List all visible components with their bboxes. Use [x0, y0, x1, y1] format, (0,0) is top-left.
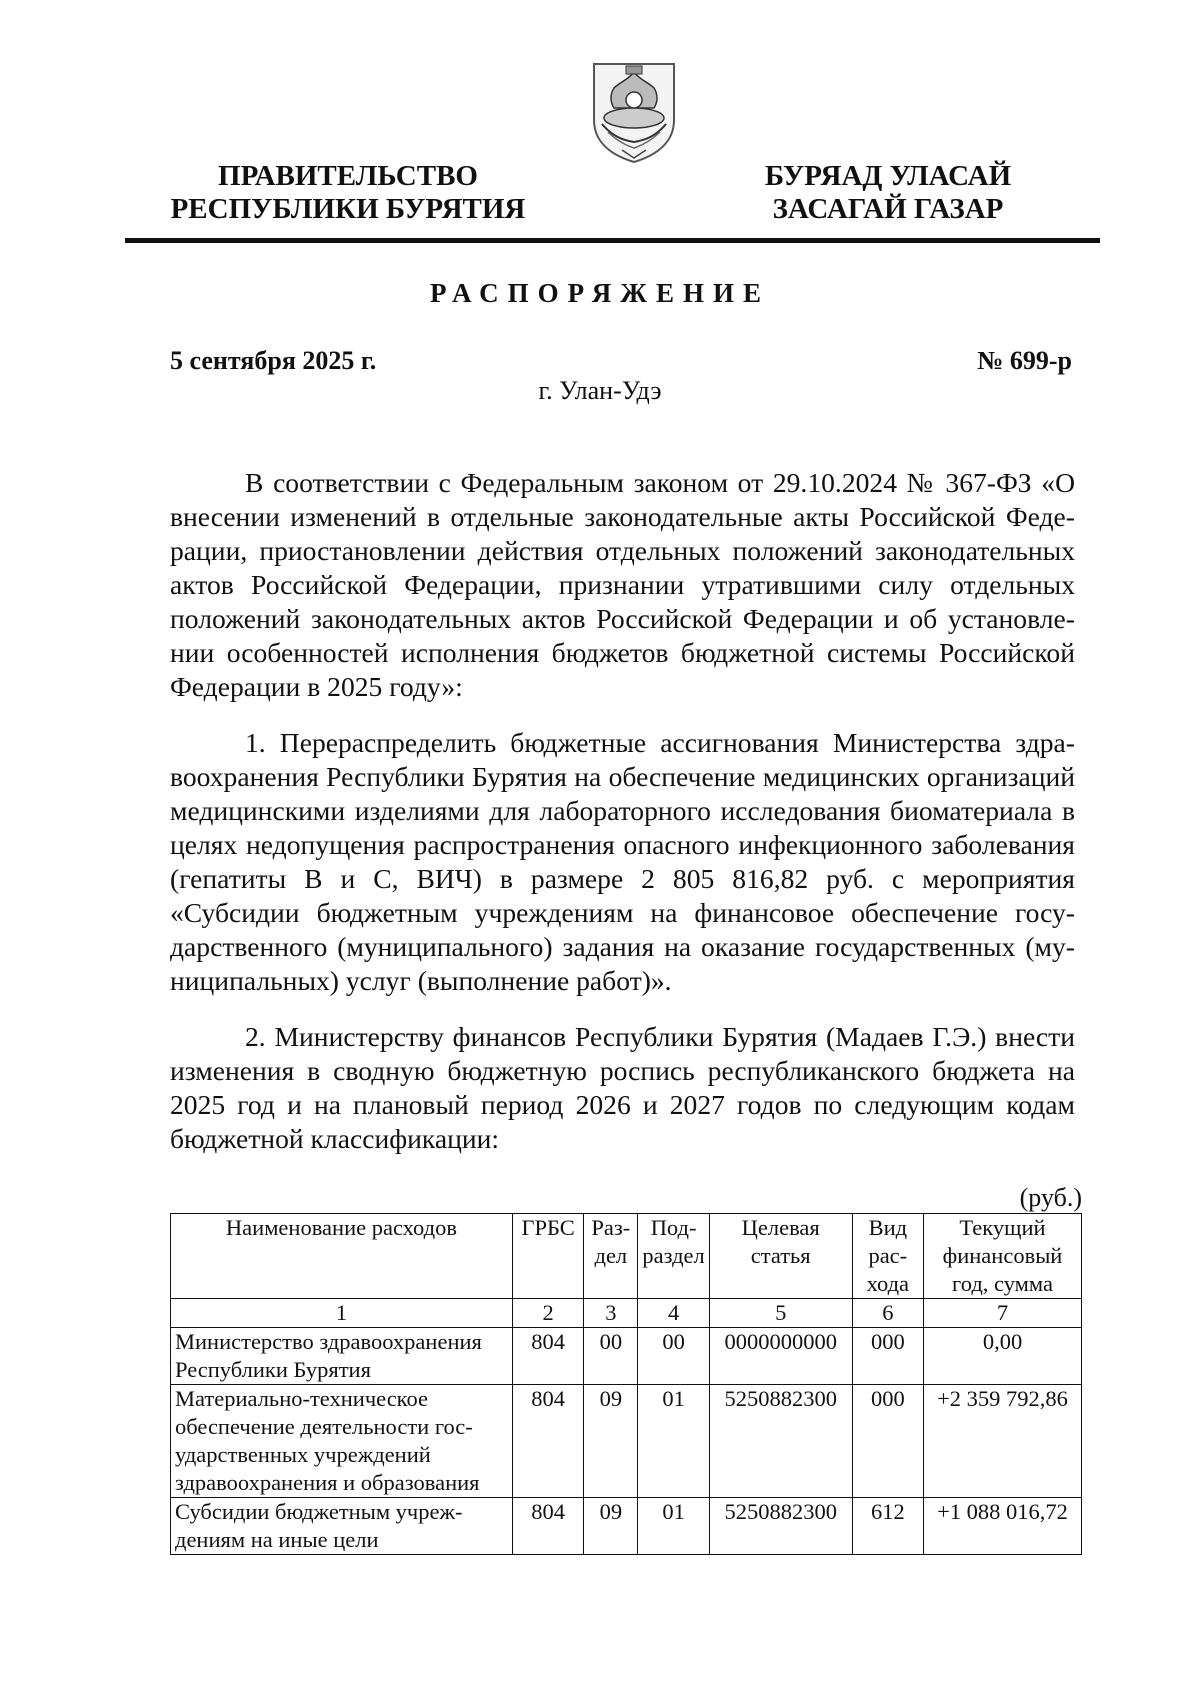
column-number: 2 — [512, 1299, 583, 1328]
document-type-title: РАСПОРЯЖЕНИЕ — [429, 278, 771, 308]
org-name-russian-line2: РЕСПУБЛИКИ БУРЯТИЯ — [170, 193, 526, 225]
row-expense-type: 000 — [852, 1385, 923, 1498]
row-name: Субсидии бюджетным учреждениям на иные цели — [171, 1498, 513, 1555]
coat-of-arms-emblem — [588, 58, 680, 166]
org-name-russian — [168, 160, 528, 226]
preamble-paragraph: В соответствии с Федеральным законом от 29.10.2024 № 367-ФЗ «О внесении изменений в отдельные законодательные акты Российской Федерации, приостановлении действия отдельных положений законодательных актов Российской Федерации, признании утратившими силу отдельных положений законодательных актов Российской Федерации и об установлении особенностей исполнения бюджетов бюджетной системы Российской Федерации в 2025 году»: — [170, 467, 1075, 702]
row-expense-type: 612 — [852, 1498, 923, 1555]
row-name: Материально-техническое обеспечение деятельности государственных учреждений здравоохранения и образования — [171, 1385, 513, 1498]
org-name-buryat-line2: ЗАСАГАЙ ГАЗАР — [772, 193, 1004, 225]
row-target: 5250882300 — [709, 1385, 852, 1498]
row-amount: +2 359 792,86 — [924, 1385, 1082, 1498]
budget-table — [170, 1213, 1082, 1555]
row-subsection: 00 — [638, 1328, 709, 1385]
column-number: 1 — [171, 1299, 513, 1328]
column-number: 3 — [584, 1299, 638, 1328]
table-header-row — [171, 1214, 1082, 1299]
document-city: г. Улан-Удэ — [538, 376, 662, 405]
header-amount: Текущий финансовый год, сумма — [924, 1214, 1082, 1299]
document-date: 5 сентября 2025 г. — [170, 346, 377, 375]
row-section: 09 — [584, 1385, 638, 1498]
row-grbs: 804 — [512, 1498, 583, 1555]
row-section: 09 — [584, 1498, 638, 1555]
row-subsection: 01 — [638, 1385, 709, 1498]
header-section: Раздел — [584, 1214, 638, 1299]
column-number: 4 — [638, 1299, 709, 1328]
row-target: 5250882300 — [709, 1498, 852, 1555]
row-section: 00 — [584, 1328, 638, 1385]
row-name: Министерство здравоохранения Республики Бурятия — [171, 1328, 513, 1385]
org-name-buryat — [738, 160, 1038, 226]
row-grbs: 804 — [512, 1385, 583, 1498]
header-expense-type: Вид расхода — [852, 1214, 923, 1299]
org-name-buryat-line1: БУРЯАД УЛАСАЙ — [764, 160, 1012, 192]
row-amount: 0,00 — [924, 1328, 1082, 1385]
item-1-paragraph: 1. Перераспределить бюджетные ассигнования Министерства здравоохранения Республики Бурятия на обеспечение медицинских организаций медицинскими изделиями для лабораторного исследования биоматериала в целях недопущения распространения опасного инфекционного заболевания (гепатиты В и С, ВИЧ) в размере 2 805 816,82 руб. с мероприятия «Субсидии бюджетным учреждениям на финансовое обеспечение государственного (муниципального) задания на оказание государственных (муниципальных) услуг (выполнение работ)». — [170, 727, 1075, 996]
table-row — [171, 1328, 1082, 1385]
org-name-russian-line1: ПРАВИТЕЛЬСТВО — [218, 160, 478, 192]
column-number: 7 — [924, 1299, 1082, 1328]
table-row — [171, 1498, 1082, 1555]
row-grbs: 804 — [512, 1328, 583, 1385]
document-number: № 699-р — [977, 346, 1072, 375]
column-number: 5 — [709, 1299, 852, 1328]
column-number-row — [171, 1299, 1082, 1328]
table-row — [171, 1385, 1082, 1498]
row-target: 0000000000 — [709, 1328, 852, 1385]
column-number: 6 — [852, 1299, 923, 1328]
item-2-paragraph: 2. Министерству финансов Республики Бурятия (Мадаев Г.Э.) внести изменения в сводную бюджетную роспись республиканского бюджета на 2025 год и на плановый период 2026 и 2027 годов по следующим кодам бюджетной классификации: — [170, 1021, 1075, 1154]
header-target: Целевая статья — [709, 1214, 852, 1299]
row-expense-type: 000 — [852, 1328, 923, 1385]
header-name: Наименование расходов — [171, 1214, 513, 1299]
header-subsection: Подраздел — [638, 1214, 709, 1299]
row-subsection: 01 — [638, 1498, 709, 1555]
header-divider — [125, 238, 1100, 243]
table-unit-label: (руб.) — [1019, 1183, 1082, 1212]
header-grbs: ГРБС — [512, 1214, 583, 1299]
row-amount: +1 088 016,72 — [924, 1498, 1082, 1555]
